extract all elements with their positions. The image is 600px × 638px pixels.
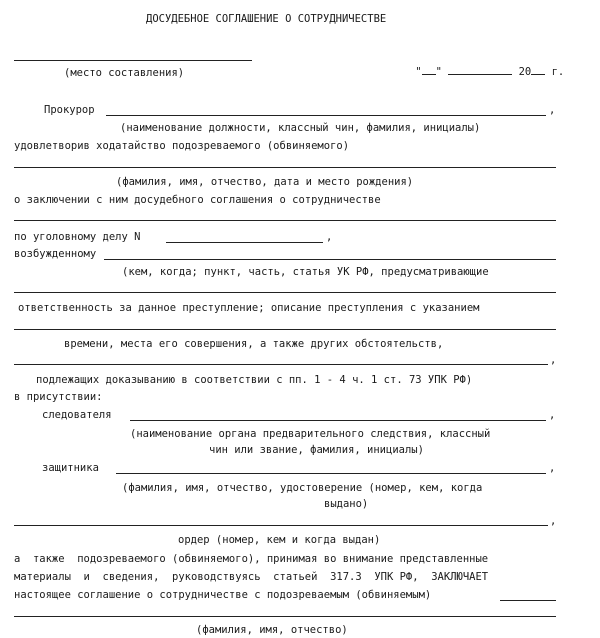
body-line-2: материалы и сведения, руководствуясь статьей 317.3 УПК РФ, ЗАКЛЮЧАЕТ	[14, 571, 489, 583]
date-close-quote: "	[435, 66, 442, 78]
presence-label: в присутствии:	[14, 391, 103, 403]
investigator-hint-1: (наименование органа предварительного следствия, классный	[130, 428, 491, 440]
case-hint-1: (кем, когда; пункт, часть, статья УК РФ, предусматривающие	[122, 266, 489, 278]
prosecutor-hint: (наименование должности, классный чин, фамилия, инициалы)	[120, 122, 481, 134]
petition-text: удовлетворив ходатайство подозреваемого (обвиняемого)	[14, 140, 350, 152]
defender-hint-2: выдано)	[324, 498, 369, 510]
warrant-line	[14, 525, 548, 526]
investigator-line	[130, 420, 546, 421]
comma: ,	[549, 409, 556, 421]
comma: ,	[550, 354, 557, 366]
investigator-label: следователя	[42, 409, 112, 421]
suspect-line	[14, 167, 556, 168]
date-open-quote: "	[415, 66, 422, 78]
year-blank	[531, 63, 545, 75]
day-blank	[422, 63, 436, 75]
case-hint-3: времени, места его совершения, а также других обстоятельств,	[64, 338, 444, 350]
prosecutor-line	[106, 115, 546, 116]
initiated-label: возбужденному	[14, 248, 97, 260]
place-line	[14, 60, 252, 61]
case-hint-4: подлежащих доказыванию в соответствии с пп. 1 - 4 ч. 1 ст. 73 УПК РФ)	[36, 374, 473, 386]
date-field	[390, 50, 564, 92]
final-hint: (фамилия, имя, отчество)	[196, 624, 348, 636]
comma: ,	[549, 462, 556, 474]
case-line-4	[14, 364, 548, 365]
body-line-3: настоящее соглашение о сотрудничестве с подозреваемым (обвиняемым)	[14, 589, 432, 601]
prosecutor-label: Прокурор	[44, 104, 95, 116]
place-hint: (место составления)	[64, 67, 185, 79]
case-hint-2: ответственность за данное преступление; описание преступления с указанием	[18, 302, 480, 314]
warrant-hint: ордер (номер, кем и когда выдан)	[178, 534, 381, 546]
body-line-1: а также подозреваемого (обвиняемого), принимая во внимание представленные	[14, 553, 489, 565]
case-number-line	[166, 242, 323, 243]
year-suffix: г.	[551, 66, 565, 78]
defender-hint-1: (фамилия, имя, отчество, удостоверение (номер, кем, когда	[122, 482, 483, 494]
conclusion-text: о заключении с ним досудебного соглашения о сотрудничестве	[14, 194, 381, 206]
comma: ,	[326, 231, 333, 243]
year-prefix: 20	[518, 66, 532, 78]
document-title: ДОСУДЕБНОЕ СОГЛАШЕНИЕ О СОТРУДНИЧЕСТВЕ	[146, 13, 387, 25]
defender-line	[116, 473, 546, 474]
case-label: по уголовному делу N	[14, 231, 141, 243]
defender-label: защитника	[42, 462, 99, 474]
case-line-2	[14, 292, 556, 293]
party-line-a	[500, 600, 556, 601]
case-line-3	[14, 329, 556, 330]
month-blank	[448, 63, 512, 75]
conclusion-line	[14, 220, 556, 221]
initiated-line	[104, 259, 556, 260]
suspect-hint: (фамилия, имя, отчество, дата и место рождения)	[116, 176, 414, 188]
investigator-hint-2: чин или звание, фамилия, инициалы)	[209, 444, 424, 456]
party-line-b	[14, 616, 556, 617]
comma: ,	[550, 515, 557, 527]
comma: ,	[549, 104, 556, 116]
